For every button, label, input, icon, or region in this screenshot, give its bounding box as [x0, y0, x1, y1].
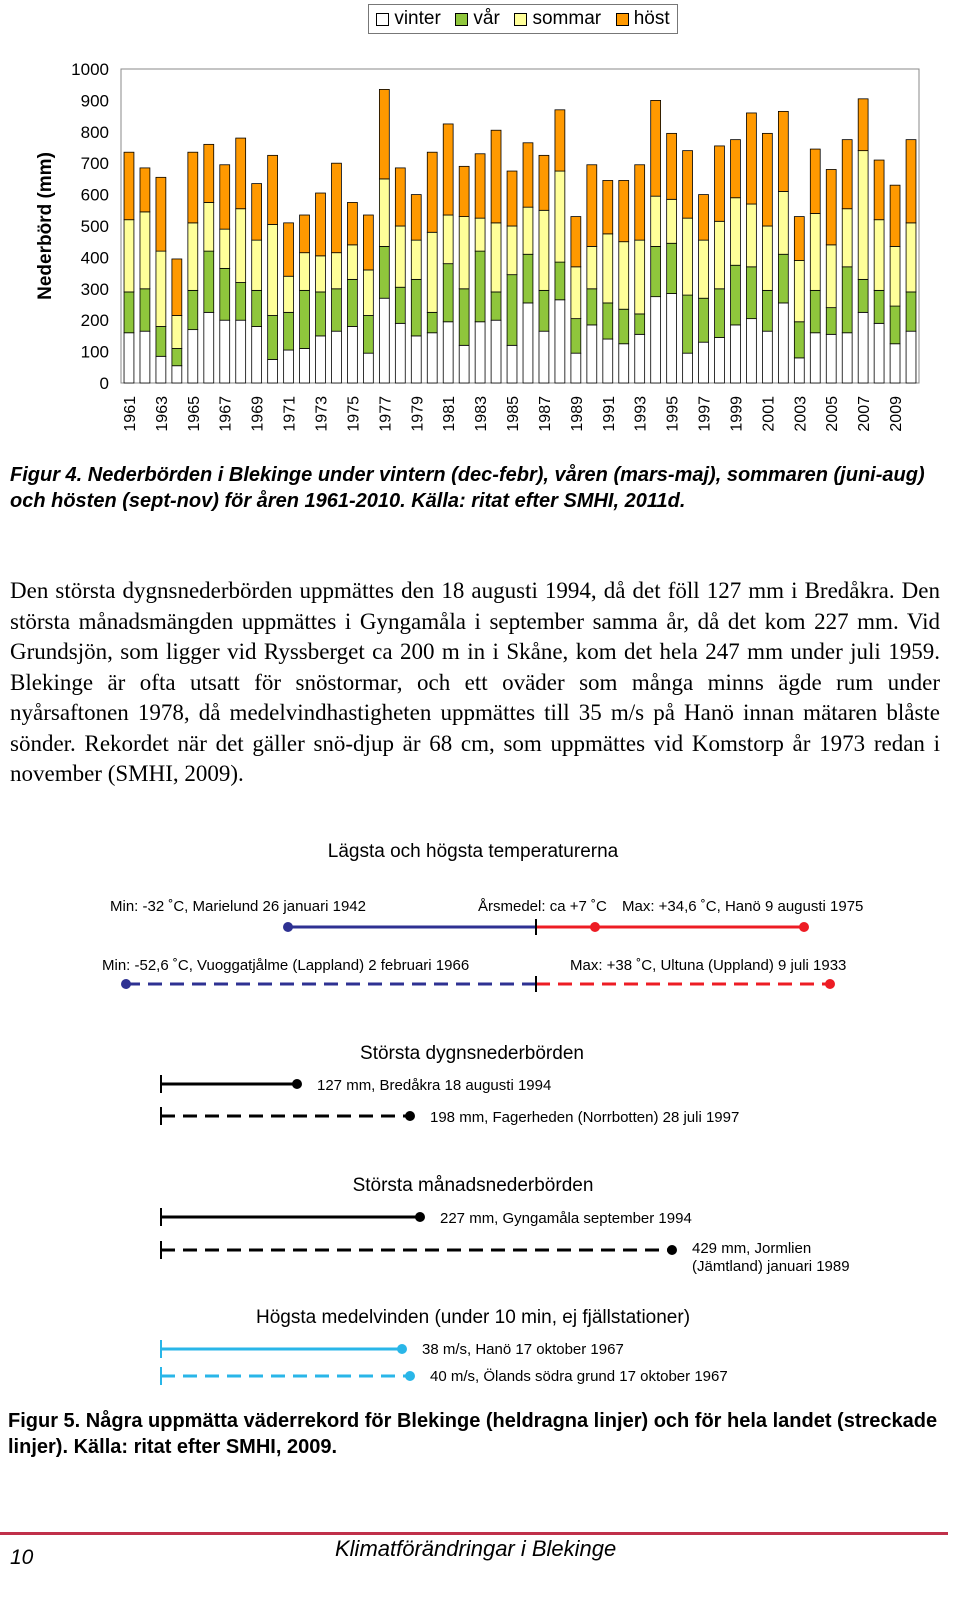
- y-tick-label: 100: [80, 342, 109, 362]
- bar-höst-1998: [715, 146, 725, 221]
- bar-vår-2008: [874, 290, 884, 323]
- bar-vår-1986: [523, 254, 533, 303]
- bar-vår-2001: [762, 290, 772, 331]
- national-min-label: Min: -52,6 ˚C, Vuoggatjålme (Lappland) 2 februari 1966: [102, 957, 470, 974]
- bar-vinter-1980: [427, 333, 437, 383]
- bar-sommar-1986: [523, 207, 533, 254]
- bar-vår-2005: [826, 308, 836, 335]
- x-tick-label: 2001: [760, 396, 778, 432]
- bar-sommar-1999: [731, 198, 741, 266]
- x-tick-label: 1985: [505, 396, 523, 432]
- footer-divider: [0, 1532, 948, 1535]
- x-tick-label: 1969: [249, 396, 267, 432]
- bar-vår-1987: [539, 290, 549, 331]
- legend-swatch-var: [455, 13, 468, 26]
- bar-höst-1999: [731, 140, 741, 198]
- bar-vår-2004: [810, 290, 820, 332]
- bar-vinter-1983: [475, 322, 485, 383]
- bar-sommar-1979: [411, 240, 421, 279]
- blekinge-min-marker: [283, 922, 293, 932]
- bar-vår-2003: [794, 322, 804, 358]
- legend-label: vinter: [394, 8, 441, 29]
- bar-sommar-2002: [778, 191, 788, 254]
- bar-sommar-1963: [156, 251, 166, 326]
- bar-vår-2007: [858, 279, 868, 312]
- bar-vinter-1973: [316, 336, 326, 383]
- bar-vinter-1991: [603, 339, 613, 383]
- bar-vinter-1976: [363, 353, 373, 383]
- daily-precip-title: Största dygnsnederbörden: [360, 1043, 584, 1064]
- bar-vår-1989: [571, 319, 581, 354]
- bar-höst-1962: [140, 168, 150, 212]
- x-tick-label: 1967: [217, 396, 235, 432]
- bar-vår-1974: [332, 289, 342, 331]
- x-tick-label: 1977: [377, 396, 395, 432]
- y-tick-label: 0: [99, 374, 109, 393]
- x-tick-label: 1961: [121, 396, 139, 432]
- x-tick-label: 2007: [856, 396, 874, 432]
- monthly-precip-title: Största månadsnederbörden: [352, 1175, 594, 1196]
- y-tick-label: 1000: [71, 60, 109, 79]
- bar-sommar-1972: [300, 253, 310, 291]
- bar-sommar-1973: [316, 256, 326, 292]
- bar-vinter-1962: [140, 331, 150, 383]
- bar-sommar-1968: [236, 209, 246, 283]
- bar-höst-1997: [699, 195, 709, 241]
- bar-vår-1977: [379, 246, 389, 298]
- wind-national-label: 40 m/s, Ölands södra grund 17 oktober 1967: [430, 1368, 728, 1385]
- bar-vår-1988: [555, 262, 565, 300]
- bar-sommar-1991: [603, 234, 613, 303]
- blekinge-min-label: Min: -32 ˚C, Marielund 26 januari 1942: [110, 898, 366, 915]
- bar-höst-1976: [363, 215, 373, 270]
- bar-vår-1981: [443, 264, 453, 322]
- bar-sommar-2007: [858, 151, 868, 280]
- bar-vår-1973: [316, 292, 326, 336]
- bar-sommar-1998: [715, 221, 725, 289]
- bar-vinter-1993: [635, 334, 645, 383]
- bar-vår-1999: [731, 265, 741, 325]
- bar-höst-2004: [810, 149, 820, 213]
- x-tick-label: 1981: [441, 396, 459, 432]
- bar-vår-1983: [475, 251, 485, 322]
- bar-sommar-1992: [619, 242, 629, 310]
- legend-item-var: [455, 8, 499, 30]
- monthly-national-marker: [667, 1245, 677, 1255]
- bar-sommar-2006: [842, 209, 852, 267]
- bar-höst-2002: [778, 111, 788, 191]
- bar-höst-1978: [395, 168, 405, 226]
- page-number: 10: [10, 1546, 34, 1569]
- bar-sommar-1983: [475, 218, 485, 251]
- bar-vinter-2003: [794, 358, 804, 383]
- bar-vår-1975: [347, 279, 357, 326]
- bar-höst-1972: [300, 215, 310, 253]
- bar-vår-1997: [699, 298, 709, 342]
- bar-vinter-1969: [252, 326, 262, 383]
- bar-vår-2002: [778, 254, 788, 303]
- monthly-national-label-line2: (Jämtland) januari 1989: [692, 1258, 850, 1275]
- bar-vår-1967: [220, 268, 230, 320]
- x-tick-label: 1973: [313, 396, 331, 432]
- bar-vinter-1970: [268, 359, 278, 383]
- bar-sommar-1981: [443, 215, 453, 264]
- bar-höst-1970: [268, 155, 278, 224]
- wind-blekinge-label: 38 m/s, Hanö 17 oktober 1967: [422, 1341, 624, 1358]
- legend-swatch-sommar: [514, 13, 527, 26]
- blekinge-max-marker: [799, 922, 809, 932]
- annual-mean-label: Årsmedel: ca +7 ˚C: [478, 898, 607, 915]
- bar-höst-2008: [874, 160, 884, 220]
- bar-vinter-1989: [571, 353, 581, 383]
- bar-vår-2000: [746, 267, 756, 319]
- bar-sommar-1987: [539, 210, 549, 290]
- legend-item-vinter: [376, 8, 440, 30]
- bar-vinter-2009: [890, 344, 900, 383]
- x-tick-label: 1995: [664, 396, 682, 432]
- x-tick-label: 1975: [345, 396, 363, 432]
- bar-vinter-2006: [842, 333, 852, 383]
- bar-höst-1984: [491, 130, 501, 223]
- bar-höst-1981: [443, 124, 453, 215]
- bar-vinter-1981: [443, 322, 453, 383]
- bar-vår-1995: [667, 243, 677, 293]
- bar-sommar-2010: [906, 223, 916, 292]
- bar-sommar-2008: [874, 220, 884, 291]
- x-tick-label: 1971: [281, 396, 299, 432]
- bar-vinter-2005: [826, 334, 836, 383]
- bar-vår-1980: [427, 312, 437, 332]
- bar-sommar-1971: [284, 276, 294, 312]
- bar-vinter-1986: [523, 303, 533, 383]
- bar-sommar-1982: [459, 217, 469, 289]
- bar-sommar-1994: [651, 196, 661, 246]
- bar-höst-2009: [890, 185, 900, 246]
- bar-sommar-2003: [794, 261, 804, 322]
- wind-blekinge-marker: [397, 1344, 407, 1354]
- bar-vinter-1979: [411, 336, 421, 383]
- bar-höst-1983: [475, 154, 485, 218]
- bar-höst-1986: [523, 143, 533, 207]
- bar-vinter-1996: [683, 353, 693, 383]
- bar-höst-1988: [555, 110, 565, 171]
- bar-höst-1990: [587, 165, 597, 247]
- bar-vår-1962: [140, 289, 150, 331]
- bar-höst-1967: [220, 165, 230, 229]
- footer-title: Klimatförändringar i Blekinge: [335, 1536, 617, 1561]
- bar-sommar-1985: [507, 226, 517, 275]
- bar-vår-1969: [252, 290, 262, 326]
- x-tick-labels: [122, 396, 905, 432]
- bar-vår-1994: [651, 246, 661, 296]
- bar-sommar-1996: [683, 218, 693, 295]
- bar-vår-1972: [300, 290, 310, 348]
- figure-5-caption: Figur 5. Några uppmätta väderrekord för Blekinge (heldragna linjer) och för hela landet (streckade linjer). Källa: ritat efter SMHI, 2009.: [8, 1410, 938, 1458]
- y-tick-label: 800: [80, 122, 109, 142]
- bar-höst-1961: [124, 152, 134, 220]
- wind-title: Högsta medelvinden (under 10 min, ej fjällstationer): [255, 1307, 691, 1328]
- x-tick-label: 1979: [409, 396, 427, 432]
- bar-vinter-1988: [555, 300, 565, 383]
- legend-label: sommar: [532, 8, 602, 29]
- bar-sommar-1980: [427, 232, 437, 312]
- bar-höst-1973: [316, 193, 326, 256]
- precipitation-chart: [0, 0, 960, 460]
- bar-vår-1982: [459, 289, 469, 346]
- wind-national-marker: [405, 1371, 415, 1381]
- bar-sommar-2005: [826, 245, 836, 308]
- bar-sommar-1989: [571, 267, 581, 319]
- bar-höst-1965: [188, 152, 198, 223]
- bar-vinter-1972: [300, 348, 310, 383]
- bar-sommar-1984: [491, 223, 501, 292]
- x-tick-label: 1991: [600, 396, 618, 432]
- bar-höst-1985: [507, 171, 517, 226]
- bar-höst-2007: [858, 99, 868, 151]
- bar-vår-1998: [715, 289, 725, 338]
- bar-sommar-2009: [890, 246, 900, 306]
- x-tick-label: 1989: [568, 396, 586, 432]
- bar-höst-1979: [411, 195, 421, 241]
- bar-vinter-1971: [284, 350, 294, 383]
- bar-vår-1964: [172, 348, 182, 365]
- bar-vår-1985: [507, 275, 517, 346]
- y-tick-label: 200: [80, 311, 109, 331]
- bar-sommar-1966: [204, 202, 214, 251]
- bar-höst-2000: [746, 113, 756, 204]
- x-tick-label: 1997: [696, 396, 714, 432]
- bar-vinter-1978: [395, 323, 405, 383]
- bar-höst-1992: [619, 180, 629, 241]
- bar-vinter-2008: [874, 323, 884, 383]
- bar-vår-1961: [124, 292, 134, 333]
- bar-höst-1996: [683, 151, 693, 219]
- bar-sommar-2004: [810, 213, 820, 290]
- bar-vinter-1977: [379, 298, 389, 383]
- bar-sommar-1964: [172, 315, 182, 348]
- bar-vinter-1992: [619, 344, 629, 383]
- annual-mean-marker: [590, 922, 600, 932]
- legend-swatch-vinter: [376, 13, 389, 26]
- bar-vår-1976: [363, 315, 373, 353]
- bar-vinter-1963: [156, 356, 166, 383]
- bar-vår-1970: [268, 315, 278, 359]
- bar-sommar-1997: [699, 240, 709, 298]
- bar-höst-1968: [236, 138, 246, 209]
- bar-vinter-1994: [651, 297, 661, 383]
- bar-vår-2010: [906, 292, 916, 331]
- x-tick-label: 2005: [824, 396, 842, 432]
- bar-vinter-1965: [188, 330, 198, 383]
- bar-vinter-1975: [347, 326, 357, 383]
- y-axis-label: Nederbörd (mm): [35, 152, 56, 300]
- daily-blekinge-marker: [292, 1079, 302, 1089]
- bar-höst-1969: [252, 184, 262, 241]
- bar-sommar-1990: [587, 246, 597, 288]
- bar-vår-1992: [619, 309, 629, 344]
- bar-sommar-1977: [379, 179, 389, 247]
- weather-records-diagram: [0, 830, 960, 1390]
- bar-vinter-1967: [220, 320, 230, 383]
- x-tick-label: 1963: [153, 396, 171, 432]
- national-min-marker: [121, 979, 131, 989]
- y-tick-label: 400: [80, 248, 109, 268]
- y-tick-label: 300: [80, 279, 109, 299]
- daily-national-marker: [405, 1111, 415, 1121]
- bar-sommar-1978: [395, 226, 405, 287]
- bar-vår-1993: [635, 314, 645, 334]
- bar-vinter-1985: [507, 345, 517, 383]
- bar-höst-1993: [635, 165, 645, 240]
- monthly-national-label-line1: 429 mm, Jormlien: [692, 1240, 812, 1257]
- bar-vår-1990: [587, 289, 597, 325]
- bar-sommar-1967: [220, 229, 230, 268]
- bar-vår-1965: [188, 290, 198, 329]
- national-max-label: Max: +38 ˚C, Ultuna (Uppland) 9 juli 1933: [570, 957, 847, 974]
- bar-vår-1963: [156, 326, 166, 356]
- x-tick-label: 1999: [728, 396, 746, 432]
- x-tick-label: 1983: [473, 396, 491, 432]
- bar-sommar-1962: [140, 212, 150, 289]
- daily-national-label: 198 mm, Fagerheden (Norrbotten) 28 juli 1997: [430, 1109, 740, 1126]
- bar-höst-1987: [539, 155, 549, 210]
- bar-sommar-2000: [746, 204, 756, 267]
- bar-vinter-2004: [810, 333, 820, 383]
- bar-sommar-1993: [635, 240, 645, 314]
- bar-höst-2003: [794, 217, 804, 261]
- legend-label: vår: [473, 8, 500, 29]
- bar-sommar-1961: [124, 220, 134, 292]
- body-paragraph: Den största dygnsnederbörden uppmättes den 18 augusti 1994, då det föll 127 mm i Bredåkra. Den största månadsmängden uppmättes i Gyngamåla i september samma år, då det kom 227 mm. Vid Grundsjön, som ligger vid Ryssberget ca 200 m in i Skåne, kom det hela 247 mm under juli 1959. Blekinge är ofta utsatt för snöstormar, och ett oväder som många minns ägde rum under nyårsaftonen 1978, då medelvindhastigheten uppmättes till 35 m/s på Hanö innan mätaren blåste sönder. Rekordet när det gäller snö-djup är 68 cm, som uppmättes vid Komstorp år 1973 redan i november (SMHI, 2009).: [10, 578, 940, 786]
- chart-legend: [368, 4, 678, 34]
- bar-sommar-1976: [363, 270, 373, 316]
- bar-vinter-2002: [778, 303, 788, 383]
- x-tick-label: 2003: [792, 396, 810, 432]
- bar-höst-1994: [651, 100, 661, 196]
- bar-vinter-2001: [762, 331, 772, 383]
- bar-höst-1989: [571, 217, 581, 267]
- bar-vinter-1961: [124, 333, 134, 383]
- bar-vinter-1966: [204, 312, 214, 383]
- bar-höst-1991: [603, 180, 613, 233]
- bar-vinter-1987: [539, 331, 549, 383]
- daily-blekinge-label: 127 mm, Bredåkra 18 augusti 1994: [317, 1077, 552, 1094]
- y-tick-labels: [71, 60, 109, 393]
- x-tick-label: 1965: [185, 396, 203, 432]
- bar-vår-1966: [204, 251, 214, 312]
- x-tick-label: 1987: [536, 396, 554, 432]
- x-tick-label: 1993: [632, 396, 650, 432]
- bar-sommar-2001: [762, 226, 772, 290]
- x-tick-label: 2009: [888, 396, 906, 432]
- y-tick-label: 500: [80, 217, 109, 236]
- bar-höst-1977: [379, 89, 389, 178]
- bar-sommar-1975: [347, 245, 357, 280]
- bar-höst-1971: [284, 223, 294, 276]
- bar-höst-1975: [347, 202, 357, 244]
- bar-höst-2010: [906, 140, 916, 223]
- bar-vår-1979: [411, 279, 421, 336]
- bar-höst-1980: [427, 152, 437, 232]
- y-tick-label: 700: [80, 154, 109, 174]
- bar-vinter-1990: [587, 325, 597, 383]
- bar-höst-1982: [459, 166, 469, 216]
- bar-vinter-2000: [746, 319, 756, 383]
- national-max-marker: [825, 979, 835, 989]
- bar-höst-1995: [667, 133, 677, 199]
- bar-vår-1991: [603, 303, 613, 339]
- bar-vår-1996: [683, 295, 693, 353]
- bar-höst-1966: [204, 144, 214, 202]
- bar-vår-2009: [890, 306, 900, 344]
- bar-vår-1984: [491, 292, 501, 320]
- bar-vinter-2010: [906, 331, 916, 383]
- bar-höst-1963: [156, 177, 166, 251]
- bar-vinter-1998: [715, 337, 725, 383]
- bar-höst-1974: [332, 163, 342, 252]
- monthly-blekinge-marker: [415, 1212, 425, 1222]
- bar-höst-2001: [762, 133, 772, 226]
- bar-vinter-1995: [667, 294, 677, 383]
- bar-vinter-1964: [172, 366, 182, 383]
- bar-höst-2006: [842, 140, 852, 209]
- legend-item-host: [616, 8, 670, 30]
- bar-sommar-1970: [268, 224, 278, 315]
- bar-sommar-1988: [555, 171, 565, 262]
- legend-label: höst: [633, 8, 670, 29]
- bar-vinter-1968: [236, 320, 246, 383]
- bar-sommar-1995: [667, 199, 677, 243]
- legend-item-sommar: [514, 8, 601, 30]
- bar-vinter-1999: [731, 325, 741, 383]
- y-tick-label: 900: [80, 91, 109, 111]
- bar-sommar-1965: [188, 223, 198, 291]
- bar-vinter-2007: [858, 312, 868, 383]
- bar-vinter-1984: [491, 320, 501, 383]
- legend-swatch-host: [616, 13, 629, 26]
- bar-höst-2005: [826, 169, 836, 244]
- bar-vinter-1997: [699, 342, 709, 383]
- y-tick-label: 600: [80, 185, 109, 205]
- bar-sommar-1969: [252, 240, 262, 290]
- bar-sommar-1974: [332, 253, 342, 289]
- bar-vinter-1974: [332, 331, 342, 383]
- bar-vår-1971: [284, 312, 294, 350]
- monthly-blekinge-label: 227 mm, Gyngamåla september 1994: [440, 1210, 692, 1227]
- bar-höst-1964: [172, 259, 182, 316]
- figure-4-caption: Figur 4. Nederbörden i Blekinge under vintern (dec-febr), våren (mars-maj), sommaren (juni-aug) och hösten (sept-nov) för åren 1961-2010. Källa: ritat efter SMHI, 2011d.: [10, 464, 925, 512]
- temperature-title: Lägsta och högsta temperaturerna: [327, 841, 619, 862]
- bar-vår-1968: [236, 283, 246, 321]
- bar-vår-2006: [842, 267, 852, 333]
- blekinge-max-label: Max: +34,6 ˚C, Hanö 9 augusti 1975: [622, 898, 864, 915]
- bar-vår-1978: [395, 287, 405, 323]
- bar-vinter-1982: [459, 345, 469, 383]
